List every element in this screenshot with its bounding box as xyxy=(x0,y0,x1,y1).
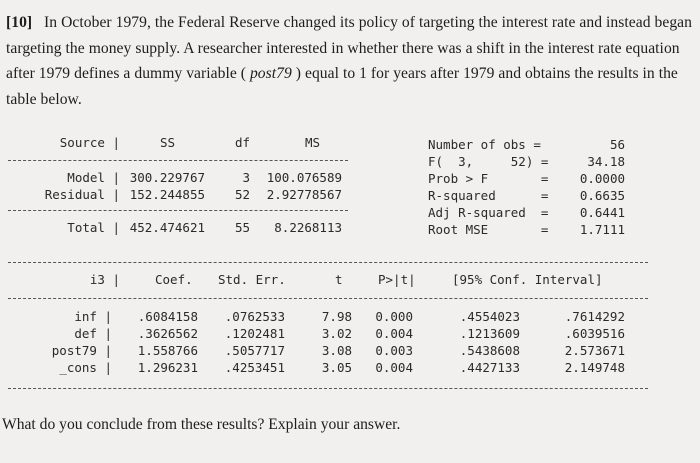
coef-p: 0.004 xyxy=(375,326,413,341)
divider xyxy=(8,210,348,211)
stat-label: Number of obs = xyxy=(428,137,541,152)
anova-row-df: 52 xyxy=(234,187,250,202)
anova-row-label: Model | xyxy=(67,170,120,185)
question-text-after: ) equal to 1 for years after 1979 and obtains the results in the table below. xyxy=(6,65,678,108)
stat-label: Prob > F = xyxy=(428,171,549,186)
stat-label: F( 3, 52) = xyxy=(428,154,549,169)
coef-p: 0.000 xyxy=(375,309,413,324)
coef-ci-low: .5438608 xyxy=(459,343,520,358)
stat-value: 0.6441 xyxy=(579,205,625,220)
coef-ci-low: .4427133 xyxy=(459,360,520,375)
stat-value: 56 xyxy=(609,137,625,152)
anova-row-label: Residual | xyxy=(44,187,120,202)
coef-header-se: Std. Err. xyxy=(218,272,286,287)
anova-header-df: df xyxy=(234,135,250,150)
stat-label: R-squared = xyxy=(428,188,549,203)
anova-row-df: 55 xyxy=(234,220,250,235)
coef-header-coef: Coef. xyxy=(155,272,193,287)
coef-var: post79 | xyxy=(51,343,112,358)
coef-value: 1.296231 xyxy=(137,360,198,375)
anova-row-df: 3 xyxy=(242,170,250,185)
divider xyxy=(8,388,648,389)
question-number: [10] xyxy=(6,14,33,31)
coef-ci-high: 2.573671 xyxy=(564,343,625,358)
anova-row-ss: 152.244855 xyxy=(129,187,205,202)
coef-p: 0.004 xyxy=(375,360,413,375)
coef-header-dep: i3 | xyxy=(89,272,120,287)
coef-ci-high: .7614292 xyxy=(564,309,625,324)
anova-header-ss: SS xyxy=(159,135,175,150)
coef-t: 7.98 xyxy=(321,309,352,324)
stat-value: 0.0000 xyxy=(579,171,625,186)
dummy-variable-name: post79 xyxy=(249,65,292,82)
coef-var: _cons | xyxy=(59,360,112,375)
divider xyxy=(8,160,348,161)
anova-row-ss: 300.229767 xyxy=(129,170,205,185)
coef-header-ci: [95% Conf. Interval] xyxy=(452,272,603,287)
coef-std-err: .4253451 xyxy=(224,360,285,375)
stat-label: Adj R-squared = xyxy=(428,205,549,220)
coef-ci-low: .4554023 xyxy=(459,309,520,324)
question-paragraph xyxy=(6,10,694,112)
coef-std-err: .0762533 xyxy=(224,309,285,324)
followup-question: What do you conclude from these results? Explain your answer. xyxy=(2,416,401,433)
coef-header-t: t xyxy=(335,272,343,287)
anova-row-ss: 452.474621 xyxy=(129,220,205,235)
coef-std-err: .1202481 xyxy=(224,326,285,341)
coef-p: 0.003 xyxy=(375,343,413,358)
stat-label: Root MSE = xyxy=(428,222,549,237)
coef-header-p: P>|t| xyxy=(378,272,416,287)
coef-ci-high: .6039516 xyxy=(564,326,625,341)
coef-std-err: .5057717 xyxy=(224,343,285,358)
coef-ci-high: 2.149748 xyxy=(564,360,625,375)
stat-value: 34.18 xyxy=(587,154,625,169)
anova-row-ms: 2.92778567 xyxy=(266,187,342,202)
coef-var: inf | xyxy=(74,309,112,324)
divider xyxy=(8,298,648,299)
anova-row-ms: 100.076589 xyxy=(266,170,342,185)
anova-header-ms: MS xyxy=(304,135,320,150)
coef-t: 3.08 xyxy=(321,343,352,358)
stat-value: 0.6635 xyxy=(579,188,625,203)
coef-value: .6084158 xyxy=(137,309,198,324)
coef-var: def | xyxy=(74,326,112,341)
coef-ci-low: .1213609 xyxy=(459,326,520,341)
question-text: In October 1979, the Federal Reserve changed its policy of targeting the interest rate and instead began targeting the money supply. A researcher interested in whether there was a shift in the interest rate equation after 1979 defines a dummy variable ( xyxy=(6,14,692,82)
stat-value: 1.7111 xyxy=(579,222,625,237)
divider xyxy=(8,262,648,263)
coef-t: 3.05 xyxy=(321,360,352,375)
coef-value: 1.558766 xyxy=(137,343,198,358)
anova-row-label: Total | xyxy=(67,220,120,235)
anova-row-ms: 8.2268113 xyxy=(274,220,342,235)
coef-value: .3626562 xyxy=(137,326,198,341)
coef-t: 3.02 xyxy=(321,326,352,341)
anova-header-source: Source | xyxy=(59,135,120,150)
